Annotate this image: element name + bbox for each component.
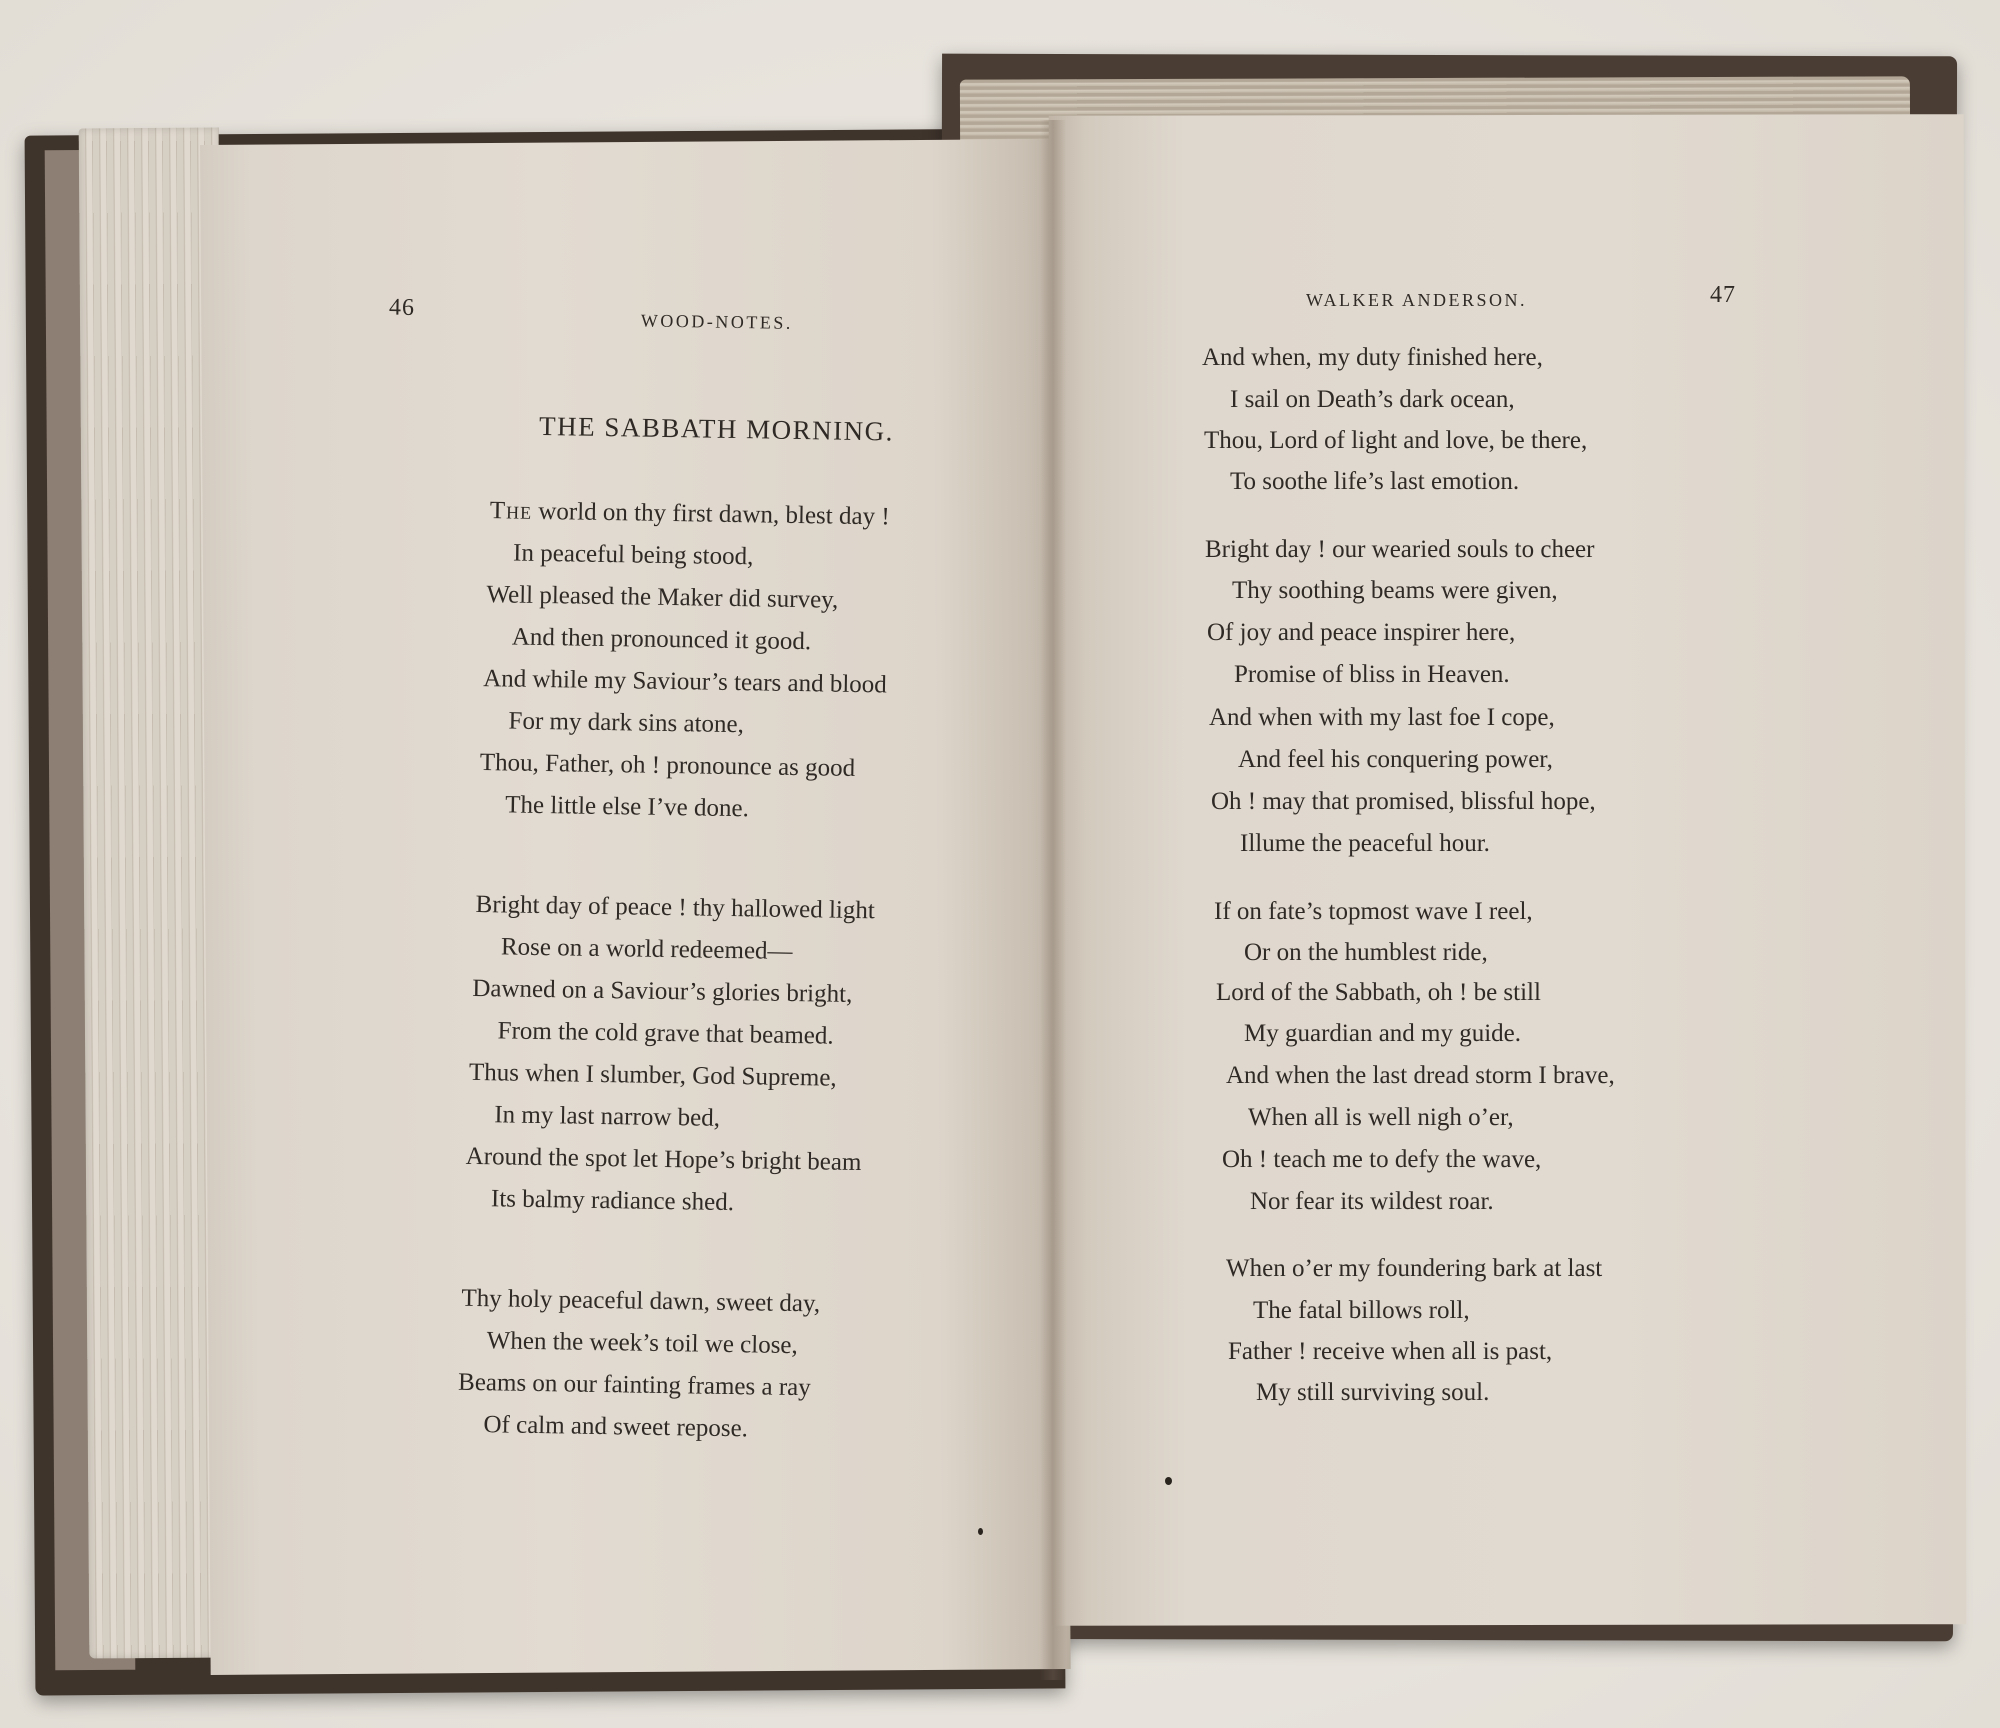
poem-line: Or on the humblest ride, [1244,939,1488,966]
poem-line: Thou, Lord of light and love, be there, [1204,427,1588,454]
poem-line: Of calm and sweet repose. [483,1411,749,1443]
poem-line: My guardian and my guide. [1244,1020,1522,1047]
poem-line: Thy soothing beams were given, [1232,577,1558,604]
first-line-rest: world on thy first dawn, blest day ! [531,497,890,531]
poem-line: And while my Saviour’s tears and blood [482,665,888,699]
poem-line: To soothe life’s last emotion. [1230,468,1520,495]
poem-line: Rose on a world redeemed— [500,933,793,965]
poem-line: From the cold grave that beamed. [497,1017,834,1050]
running-head-left: WOOD-NOTES. [640,310,793,333]
page-number-left: 46 [388,294,416,321]
poem-line-1 [490,498,890,529]
poem-line: If on fate’s topmost wave I reel, [1214,898,1533,925]
poem-line: When the week’s toil we close, [486,1327,798,1360]
poem-line: And when with my last foe I cope, [1209,704,1555,731]
drop-word: The [489,497,533,525]
right-page [1049,114,1967,1626]
poem-line: Illume the peaceful hour. [1240,830,1490,857]
poem-line: And feel his conquering power, [1238,746,1553,773]
poem-line: Dawned on a Saviour’s glories bright, [472,974,853,1008]
poem-line: Its balmy radiance shed. [490,1185,735,1217]
poem-line: My still surviving soul. [1256,1379,1490,1406]
poem-line: Lord of the Sabbath, oh ! be still [1216,979,1541,1006]
poem-line: And when the last dread storm I brave, [1226,1062,1615,1089]
poem-line: When all is well nigh o’er, [1248,1104,1514,1131]
poem-line: In my last narrow bed, [494,1101,721,1132]
ink-speck [1165,1477,1172,1485]
poem-line: The fatal billows roll, [1253,1297,1470,1324]
ink-speck [978,1528,983,1535]
poem-line: Beams on our fainting frames a ray [457,1368,811,1402]
poem-title: THE SABBATH MORNING. [538,410,895,447]
poem-line: And then pronounced it good. [511,623,812,656]
running-head-right: WALKER ANDERSON. [1306,290,1528,310]
poem-line: I sail on Death’s dark ocean, [1230,386,1515,413]
poem-line: Well pleased the Maker did survey, [486,581,839,614]
poem-line: In peaceful being stood, [512,539,754,571]
poem-line: Thus when I slumber, God Supreme, [468,1058,837,1092]
poem-line: Thou, Father, oh ! pronounce as good [479,749,856,782]
poem-line: Father ! receive when all is past, [1228,1338,1553,1365]
poem-line: Of joy and peace inspirer here, [1207,619,1516,646]
poem-line: The little else I’ve done. [505,791,750,823]
page-number-right: 47 [1710,282,1736,308]
book-gutter [1040,120,1066,1680]
poem-line: Thy holy peaceful dawn, sweet day, [461,1284,821,1318]
poem-line: Bright day ! our wearied souls to cheer [1205,536,1595,563]
poem-line: Around the spot let Hope’s bright beam [465,1142,862,1177]
poem-line: Nor fear its wildest roar. [1250,1188,1494,1215]
poem-line: For my dark sins atone, [508,707,745,739]
poem-line: Promise of bliss in Heaven. [1234,661,1510,688]
poem-line: Oh ! teach me to defy the wave, [1222,1146,1542,1173]
poem-line: And when, my duty finished here, [1202,344,1543,371]
poem-line: When o’er my foundering bark at last [1226,1255,1603,1282]
poem-line: Bright day of peace ! thy hallowed light [475,890,876,925]
poem-line: Oh ! may that promised, blissful hope, [1211,788,1596,815]
